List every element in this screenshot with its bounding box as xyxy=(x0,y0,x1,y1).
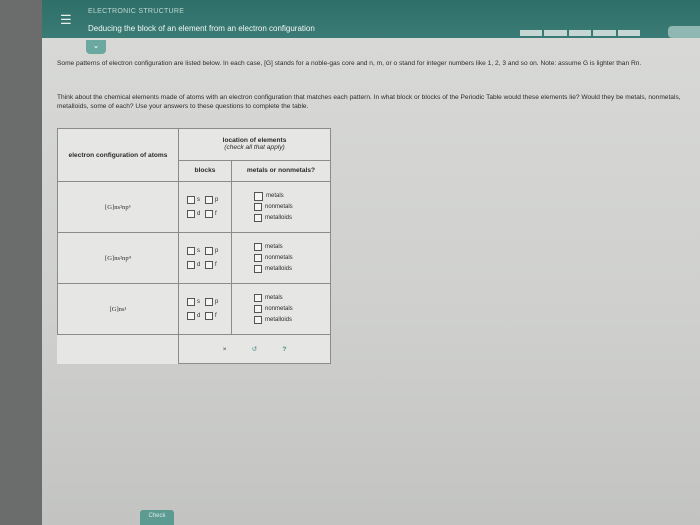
menu-icon[interactable]: ☰ xyxy=(60,12,72,27)
checkbox-metalloids[interactable]: metalloids xyxy=(254,264,330,275)
checkbox-metals[interactable]: metals xyxy=(254,191,330,202)
checkbox-metals[interactable]: metals xyxy=(254,242,330,253)
blocks-cell-1 xyxy=(179,182,232,233)
blocks-cell-3 xyxy=(179,284,232,335)
checkbox-p[interactable]: p xyxy=(205,298,223,306)
header-metals: metals or nonmetals? xyxy=(232,160,331,181)
help-button[interactable]: ? xyxy=(282,346,287,353)
checkbox-metalloids[interactable]: metalloids xyxy=(254,213,330,224)
metals-cell-2 xyxy=(232,233,331,284)
checkbox-f[interactable]: f xyxy=(205,210,223,218)
corner-button[interactable] xyxy=(668,26,700,38)
checkbox-metals[interactable]: metals xyxy=(254,293,330,304)
clear-button[interactable]: × xyxy=(222,346,227,353)
breadcrumb: ELECTRONIC STRUCTURE xyxy=(88,8,185,15)
empty-cell xyxy=(58,335,179,364)
checkbox-p[interactable]: p xyxy=(205,247,223,255)
checkbox-s[interactable]: s xyxy=(187,298,205,306)
checkbox-s[interactable]: s xyxy=(187,247,205,255)
config-formula-3: [G]ns¹ xyxy=(58,284,179,335)
header-blocks: blocks xyxy=(179,160,232,181)
checkbox-nonmetals[interactable]: nonmetals xyxy=(254,304,330,315)
metals-cell-3 xyxy=(232,284,331,335)
checkbox-metalloids[interactable]: metalloids xyxy=(254,315,330,326)
checkbox-f[interactable]: f xyxy=(205,261,223,269)
actions-row xyxy=(179,335,331,364)
checkbox-d[interactable]: d xyxy=(187,312,205,320)
configuration-table xyxy=(57,128,331,364)
header-location xyxy=(179,129,331,161)
config-formula-2: [G]ns²np⁴ xyxy=(58,233,179,284)
checkbox-d[interactable]: d xyxy=(187,261,205,269)
checkbox-p[interactable]: p xyxy=(205,196,223,204)
checkbox-nonmetals[interactable]: nonmetals xyxy=(254,253,330,264)
progress-bar xyxy=(520,30,640,36)
chevron-down-icon[interactable]: ⌄ xyxy=(86,40,106,54)
checkbox-f[interactable]: f xyxy=(205,312,223,320)
check-button[interactable]: Check xyxy=(140,510,174,525)
blocks-cell-2 xyxy=(179,233,232,284)
checkbox-nonmetals[interactable]: nonmetals xyxy=(254,202,330,213)
instruction-paragraph-1: Some patterns of electron configuration are listed below. In each case, [G] stands for a noble-gas core and n, m, or o stand for integer numbers like 1, 2, 3 and so on. Note: assume G is lighter than Rn. xyxy=(57,60,642,67)
config-formula-1: [G]ns²np⁶ xyxy=(58,182,179,233)
checkbox-s[interactable]: s xyxy=(187,196,205,204)
header-location-title: location of elements xyxy=(222,137,287,145)
topic-title: Deducing the block of an element from an electron configuration xyxy=(88,24,315,33)
header-electron-configuration: electron configuration of atoms xyxy=(58,129,179,182)
checkbox-d[interactable]: d xyxy=(187,210,205,218)
instruction-paragraph-2: Think about the chemical elements made of atoms with an electron configuration that matches each pattern. In what block or blocks of the Periodic Table would these elements lie? Would they be metals, nonmetals, metalloids, some of each? Use your answers to these questions to complete the table. xyxy=(57,94,681,110)
header-location-subtitle: (check all that apply) xyxy=(224,144,285,152)
undo-button[interactable]: ↺ xyxy=(251,346,258,353)
metals-cell-1 xyxy=(232,182,331,233)
